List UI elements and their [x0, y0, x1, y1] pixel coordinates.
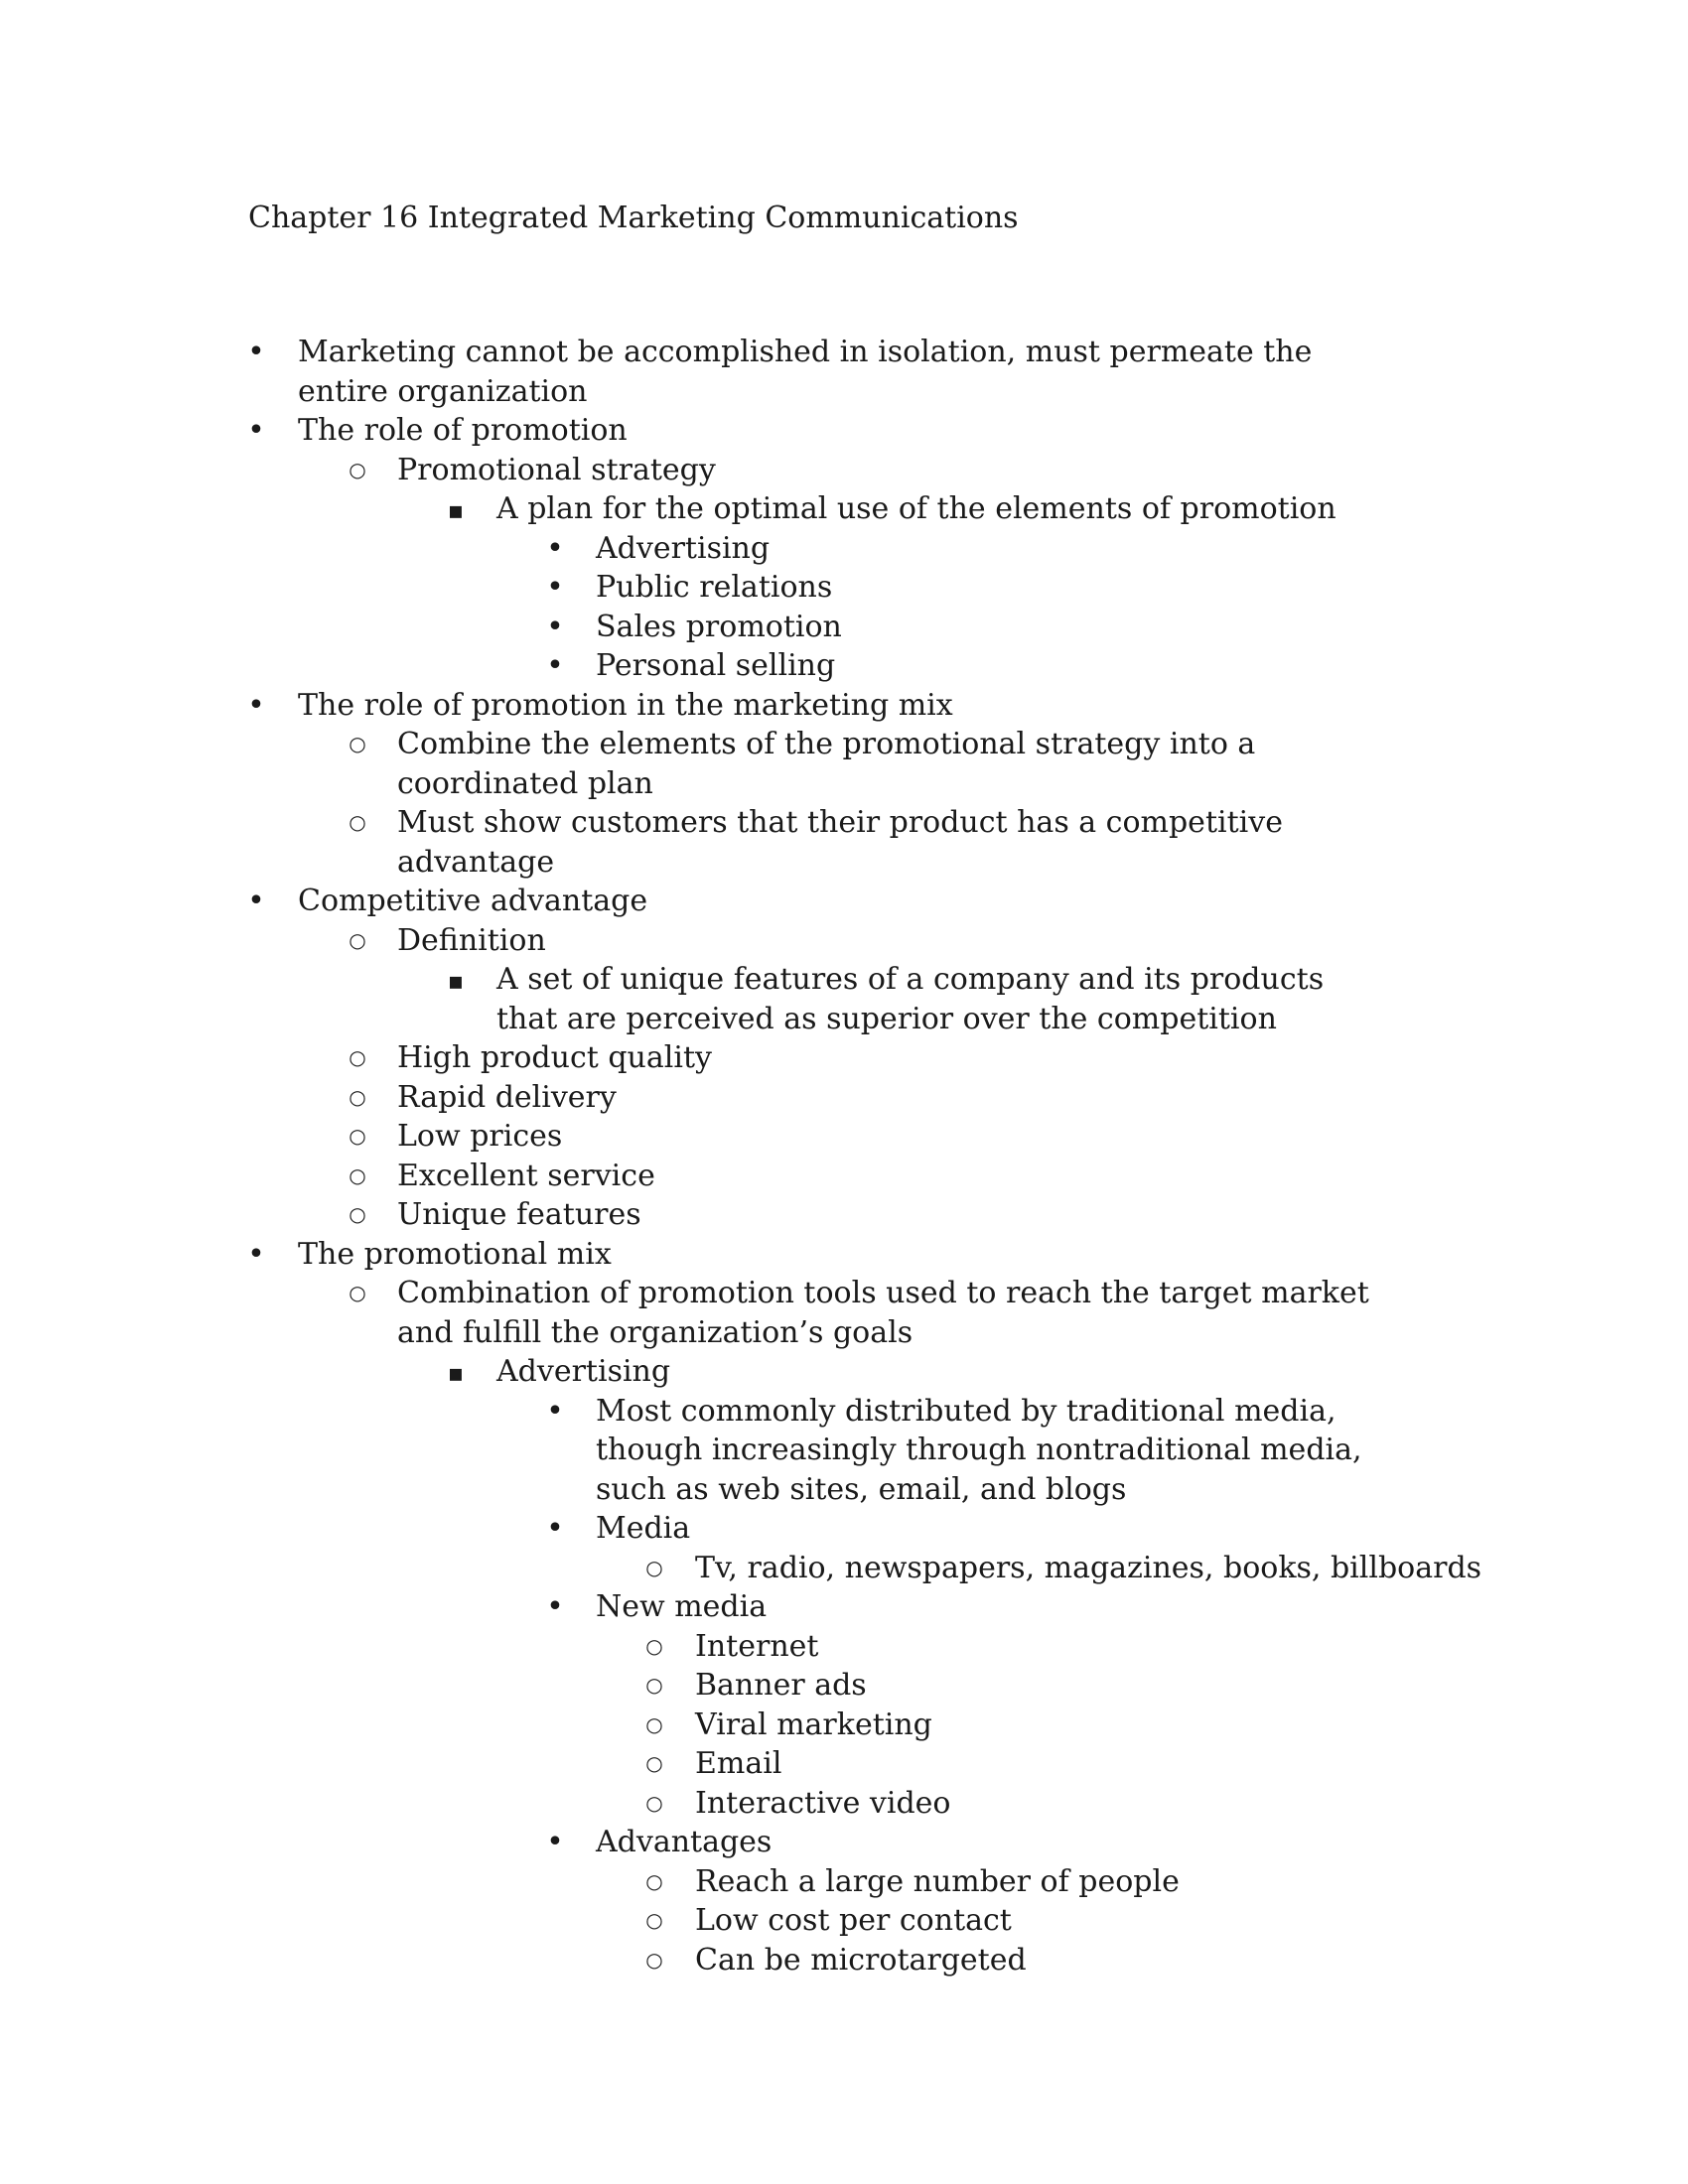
list-item-text: Reach a large number of people [695, 1863, 1180, 1899]
list-item [0, 1823, 1688, 1862]
list-item-text: Rapid delivery [397, 1079, 617, 1115]
bullet-marker [540, 1509, 570, 1549]
bullet-marker [241, 411, 271, 451]
list-item-text: Banner ads [695, 1668, 867, 1703]
list-item-text: Low prices [397, 1119, 563, 1154]
list-item-text: The role of promotion in the marketing mix [298, 687, 953, 723]
list-item-text: Advertising [596, 530, 771, 566]
list-item [0, 1038, 1688, 1078]
circle-marker [639, 1784, 669, 1827]
bullet-marker [540, 608, 570, 647]
list-item [0, 1352, 1688, 1392]
bullet-marker [540, 646, 570, 686]
list-item [0, 529, 1688, 569]
list-item [0, 1784, 1688, 1824]
list-item [0, 333, 1688, 411]
circle-marker [343, 1117, 372, 1160]
circle-marker [639, 1901, 669, 1944]
list-item [0, 1862, 1688, 1902]
list-item [0, 489, 1688, 529]
list-item [0, 686, 1688, 726]
bullet-marker [241, 882, 271, 921]
list-item [0, 451, 1688, 490]
circle-marker [639, 1666, 669, 1708]
list-item-text: Viral marketing [695, 1706, 932, 1742]
bullet-marker [540, 1823, 570, 1862]
circle-marker [639, 1549, 669, 1591]
bullet-marker [241, 333, 271, 372]
circle-marker [343, 1078, 372, 1121]
list-item-text: Most commonly distributed by traditional media, though increasingly through nontraditional media, such as web sites, email, and blogs [596, 1393, 1362, 1507]
list-item-text: The role of promotion [298, 413, 628, 448]
bullet-marker [540, 529, 570, 569]
list-item [0, 882, 1688, 921]
list-item-text: The promotional mix [298, 1236, 612, 1272]
list-item-text: Public relations [596, 570, 833, 605]
outline-list [0, 333, 1688, 1979]
list-item-text: Advertising [496, 1354, 671, 1389]
circle-marker [343, 1195, 372, 1238]
list-item [0, 1509, 1688, 1549]
square-marker [441, 489, 471, 531]
square-marker [441, 960, 471, 1002]
list-item-text: High product quality [397, 1040, 712, 1075]
list-item [0, 1235, 1688, 1275]
page-title: Chapter 16 Integrated Marketing Communications [248, 201, 1019, 235]
list-item [0, 1627, 1688, 1667]
list-item [0, 646, 1688, 686]
list-item [0, 1078, 1688, 1118]
list-item [0, 1901, 1688, 1941]
list-item [0, 411, 1688, 451]
list-item-text: Unique features [397, 1197, 641, 1232]
list-item [0, 1587, 1688, 1627]
list-item [0, 1941, 1688, 1980]
list-item-text: A set of unique features of a company and its products that are perceived as superior over the competition [496, 962, 1325, 1036]
bullet-marker [241, 686, 271, 726]
list-item-text: Excellent service [397, 1158, 655, 1193]
list-item-text: Sales promotion [596, 609, 842, 644]
circle-marker [639, 1627, 669, 1670]
circle-marker [343, 1157, 372, 1199]
list-item-text: Competitive advantage [298, 884, 648, 918]
bullet-marker [540, 568, 570, 608]
circle-marker [343, 451, 372, 493]
list-item-text: Personal selling [596, 648, 836, 683]
circle-marker [343, 1274, 372, 1316]
list-item-text: New media [596, 1589, 768, 1624]
list-item [0, 960, 1688, 1038]
circle-marker [343, 1038, 372, 1081]
list-item [0, 921, 1688, 961]
list-item-text: Advantages [596, 1825, 773, 1859]
list-item-text: Can be microtargeted [695, 1942, 1027, 1978]
list-item-text: Interactive video [695, 1785, 951, 1821]
circle-marker [639, 1744, 669, 1787]
list-item-text: A plan for the optimal use of the elements of promotion [496, 491, 1336, 526]
bullet-marker [241, 1235, 271, 1275]
bullet-marker [540, 1587, 570, 1627]
list-item [0, 1549, 1688, 1588]
list-item-text: Low cost per contact [695, 1903, 1012, 1938]
list-item-text: Media [596, 1511, 691, 1546]
list-item [0, 1706, 1688, 1745]
list-item-text: Definition [397, 922, 546, 958]
list-item-text: Tv, radio, newspapers, magazines, books, billboards [695, 1550, 1482, 1585]
list-item [0, 725, 1688, 803]
list-item-text: Internet [695, 1628, 819, 1664]
list-item [0, 1392, 1688, 1510]
list-item-text: Combination of promotion tools used to reach the target market and fulfill the organization’s goals [397, 1276, 1369, 1350]
list-item-text: Marketing cannot be accomplished in isolation, must permeate the entire organization [298, 335, 1313, 409]
list-item-text: Must show customers that their product has a competitive advantage [397, 805, 1283, 880]
list-item [0, 1666, 1688, 1706]
list-item-text: Promotional strategy [397, 452, 716, 487]
list-item-text: Combine the elements of the promotional strategy into a coordinated plan [397, 727, 1256, 801]
bullet-marker [540, 1392, 570, 1432]
list-item [0, 608, 1688, 647]
list-item-text: Email [695, 1746, 782, 1781]
list-item [0, 1274, 1688, 1352]
circle-marker [639, 1706, 669, 1748]
list-item [0, 1195, 1688, 1235]
list-item [0, 803, 1688, 882]
list-item [0, 568, 1688, 608]
circle-marker [639, 1862, 669, 1905]
circle-marker [343, 921, 372, 964]
list-item [0, 1117, 1688, 1157]
circle-marker [343, 725, 372, 767]
list-item [0, 1157, 1688, 1196]
square-marker [441, 1352, 471, 1394]
circle-marker [343, 803, 372, 846]
circle-marker [639, 1941, 669, 1983]
list-item [0, 1744, 1688, 1784]
